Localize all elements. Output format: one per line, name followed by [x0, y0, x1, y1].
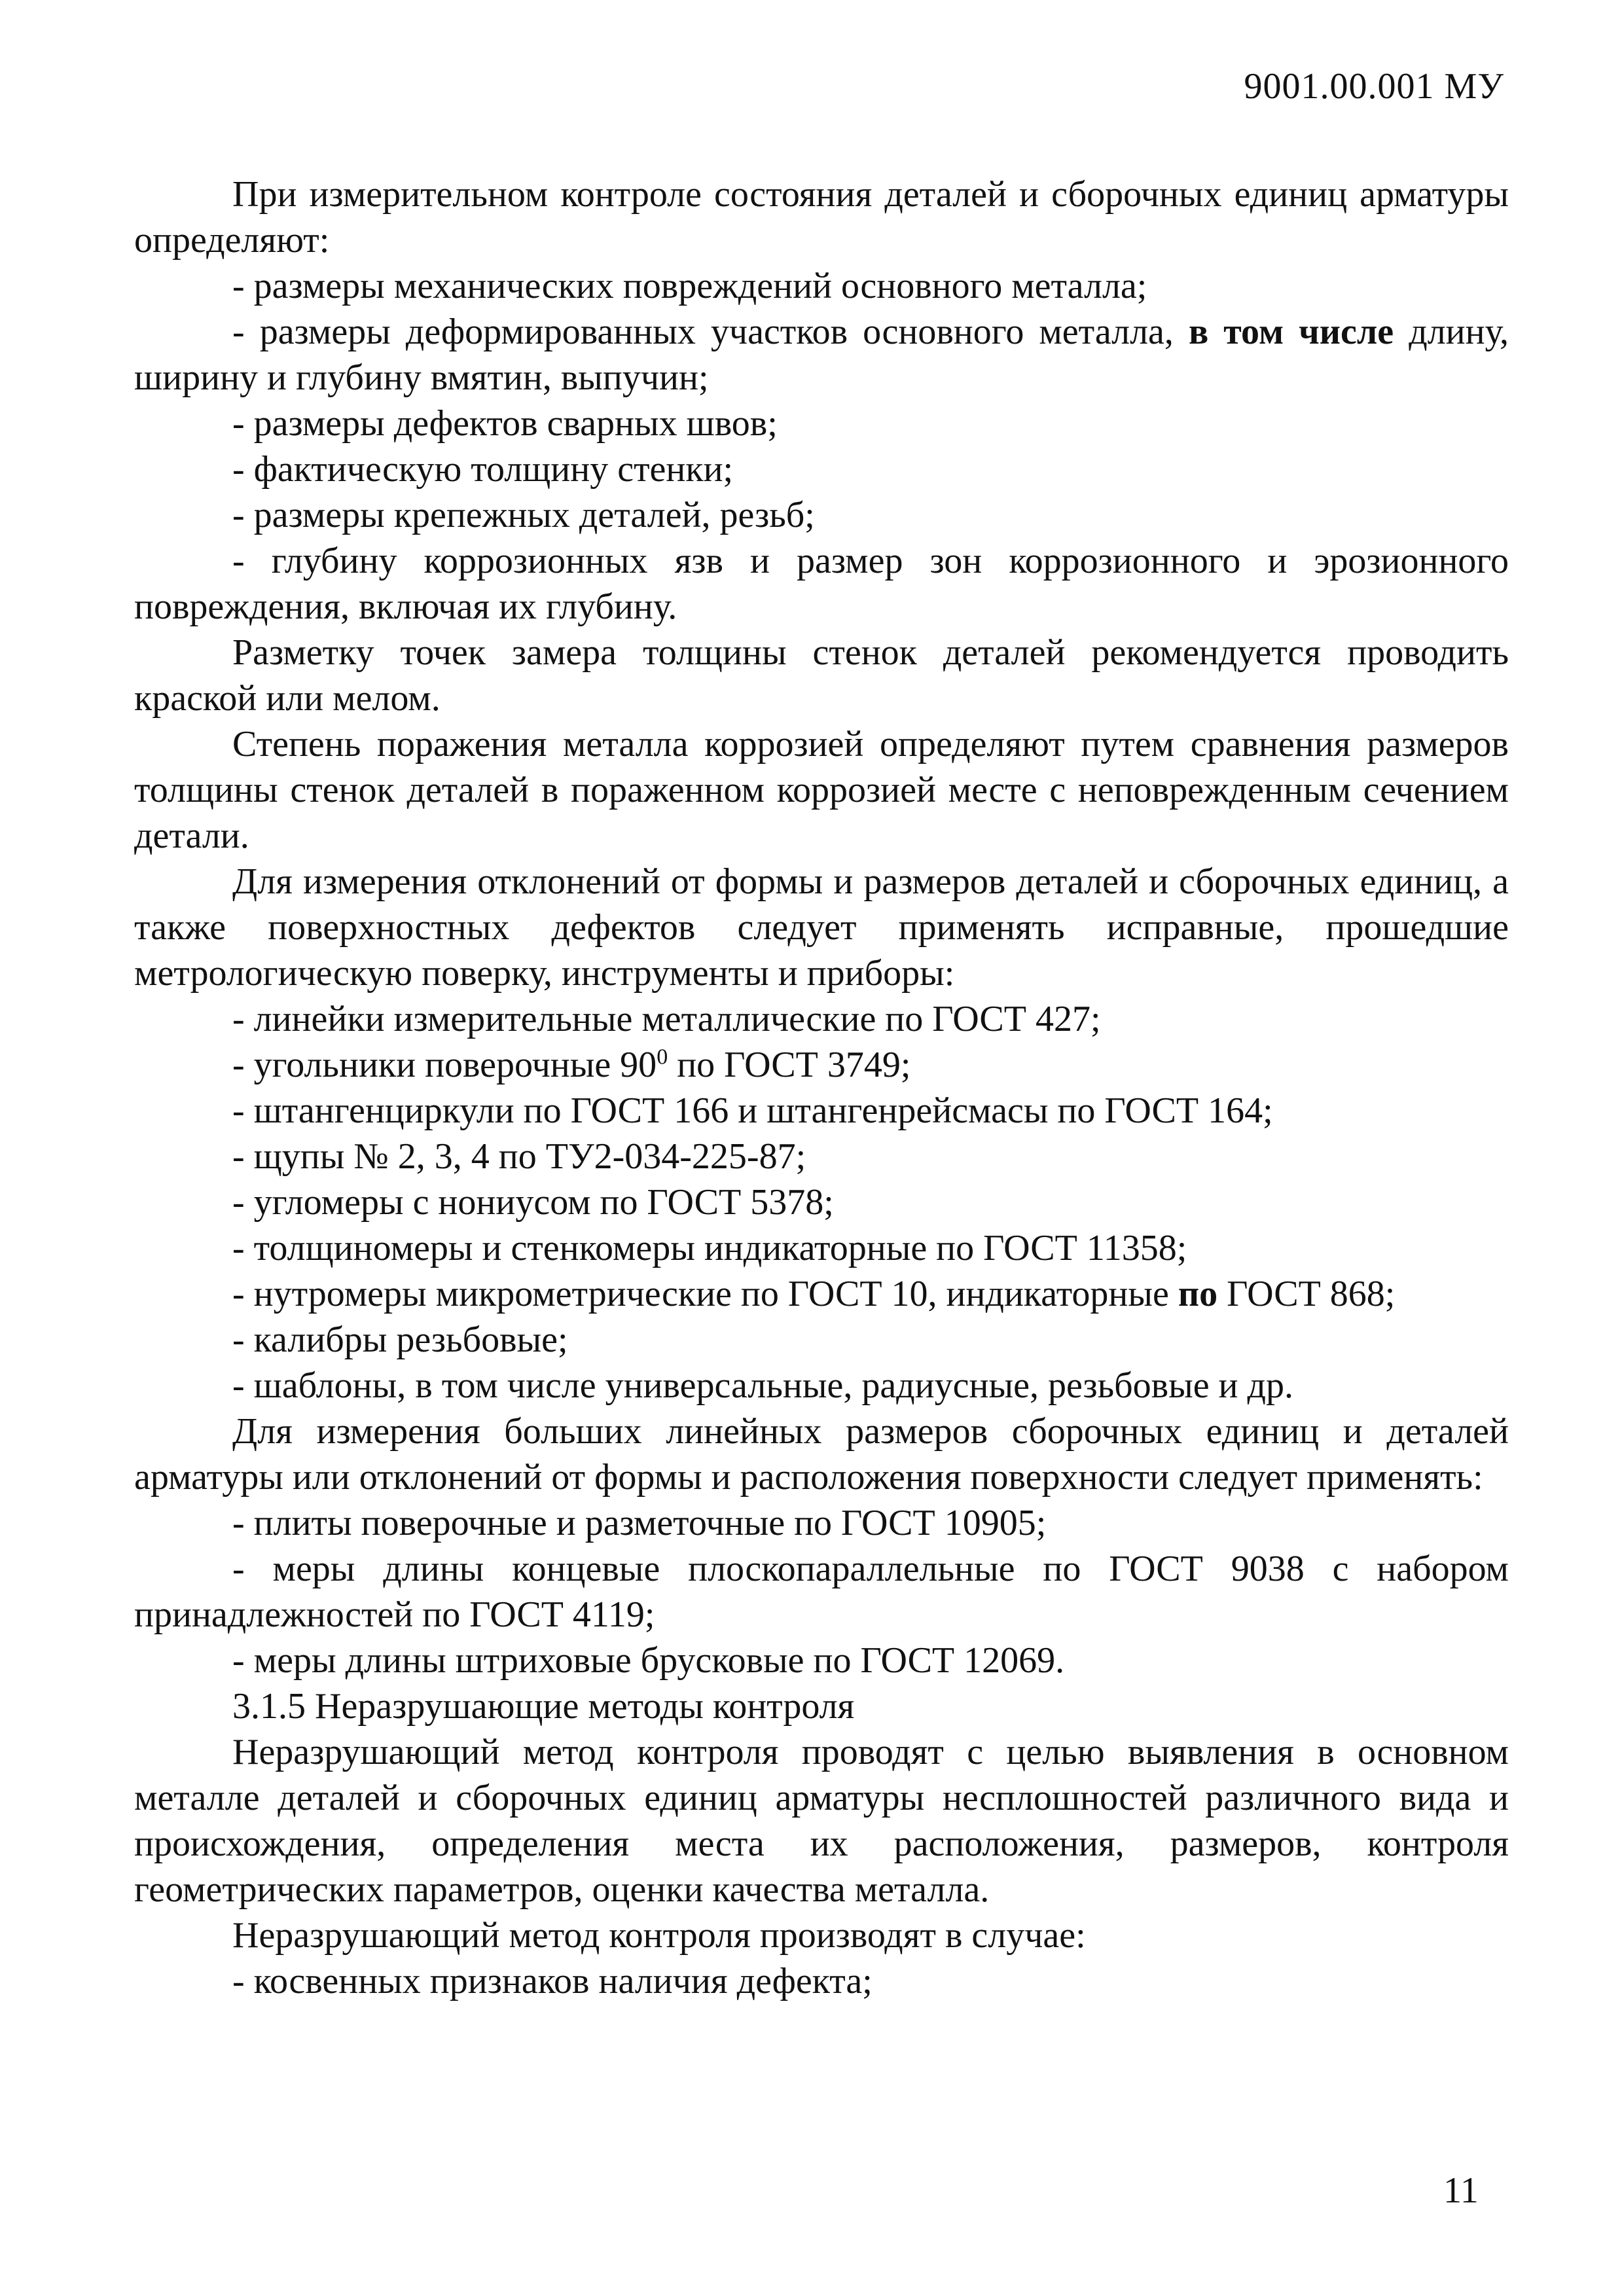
paragraph: Для измерения больших линейных размеров сборочных единиц и деталей арматуры или отклонений от формы и расположения поверхности следует применять: [134, 1411, 1509, 1498]
list-item: - калибры резьбовые; [232, 1319, 568, 1360]
section-heading: 3.1.5 Неразрушающие методы контроля [232, 1686, 855, 1727]
bold-text: по [1178, 1274, 1218, 1314]
list-item [134, 1042, 1509, 1088]
list-item: - плиты поверочные и разметочные по ГОСТ 10905; [232, 1503, 1047, 1543]
list-item: - размеры крепежных деталей, резьб; [232, 495, 815, 535]
list-item: - фактическую толщину стенки; [232, 449, 734, 490]
list-item: - штангенциркули по ГОСТ 166 и штангенрейсмасы по ГОСТ 164; [232, 1090, 1273, 1131]
list-item: - косвенных признаков наличия дефекта; [232, 1961, 873, 2001]
list-item: - толщиномеры и стенкомеры индикаторные по ГОСТ 11358; [232, 1228, 1187, 1268]
list-item: - угломеры с нониусом по ГОСТ 5378; [232, 1182, 834, 1223]
document-code: 9001.00.001 МУ [1244, 66, 1504, 107]
superscript: 0 [657, 1045, 668, 1069]
body-text [134, 171, 1509, 2004]
list-item-text: длину, ширину и глубину вмятин, выпучин; [134, 312, 1509, 398]
paragraph: Разметку точек замера толщины стенок деталей рекомендуется проводить краской или мелом. [134, 632, 1509, 719]
bold-text: в том числе [1188, 312, 1394, 352]
page-number: 11 [1443, 2170, 1479, 2211]
list-item-text: по ГОСТ 3749; [668, 1045, 911, 1085]
paragraph: Неразрушающий метод контроля производят в случае: [232, 1915, 1086, 1956]
list-item [134, 309, 1509, 401]
list-item-text: - нутромеры микрометрические по ГОСТ 10, индикаторные [232, 1274, 1169, 1314]
list-item: - размеры дефектов сварных швов; [232, 403, 778, 444]
list-item: - линейки измерительные металлические по ГОСТ 427; [232, 999, 1101, 1039]
list-item: - щупы № 2, 3, 4 по ТУ2-034-225-87; [232, 1136, 806, 1177]
list-item: - размеры механических повреждений основного металла; [232, 266, 1147, 306]
list-item [134, 1271, 1509, 1317]
list-item-text: ГОСТ 868; [1227, 1274, 1396, 1314]
list-item: - шаблоны, в том числе универсальные, радиусные, резьбовые и др. [232, 1365, 1294, 1406]
paragraph: Неразрушающий метод контроля проводят с целью выявления в основном металле деталей и сборочных единиц арматуры несплошностей различного вида и происхождения, определения места их расположения, размеров, контроля геометрических параметров, оценки качества металла. [134, 1732, 1509, 1910]
list-item-text: - угольники поверочные 90 [232, 1045, 657, 1085]
paragraph: Для измерения отклонений от формы и размеров деталей и сборочных единиц, а также поверхностных дефектов следует применять исправные, прошедшие метрологическую поверку, инструменты и приборы: [134, 861, 1509, 994]
list-item: - глубину коррозионных язв и размер зон коррозионного и эрозионного повреждения, включая их глубину. [134, 541, 1509, 627]
list-item: - меры длины концевые плоскопараллельные по ГОСТ 9038 с набором принадлежностей по ГОСТ 4119; [134, 1549, 1509, 1635]
paragraph: Степень поражения металла коррозией определяют путем сравнения размеров толщины стенок деталей в пораженном коррозией месте с неповрежденным сечением детали. [134, 724, 1509, 856]
paragraph: При измерительном контроле состояния деталей и сборочных единиц арматуры определяют: [134, 174, 1509, 260]
list-item-text: - размеры деформированных участков основного металла, [232, 312, 1174, 352]
list-item: - меры длины штриховые брусковые по ГОСТ 12069. [232, 1640, 1065, 1681]
